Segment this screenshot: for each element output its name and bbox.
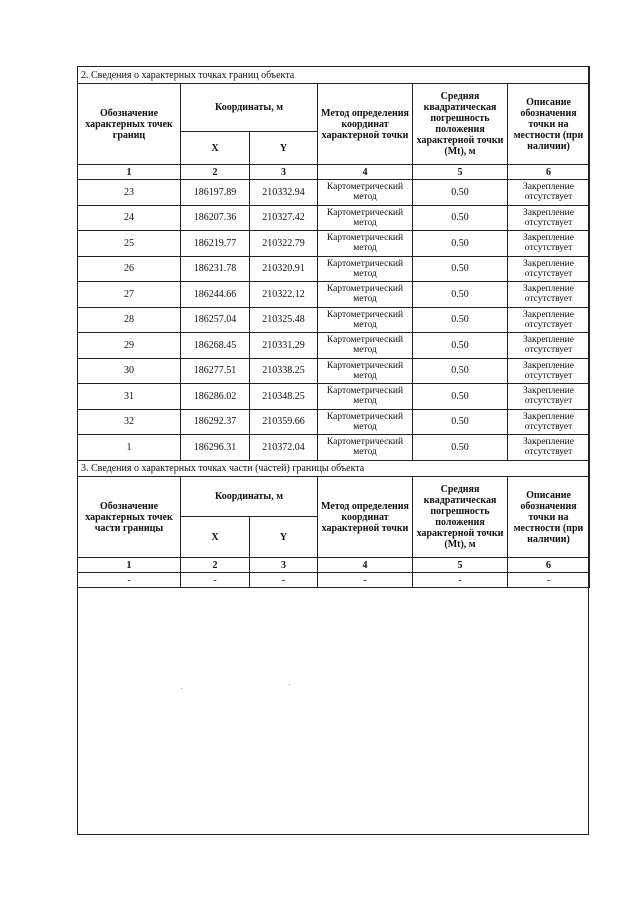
method-cell: Картометрический метод	[318, 282, 413, 308]
table-row	[78, 256, 590, 282]
x-coordinate: 186292.37	[181, 409, 250, 435]
col-number: 2	[181, 558, 250, 573]
section-2-title: 2. Сведения о характерных точках границ объекта	[78, 67, 590, 84]
description-cell: Закрепление отсутствует	[508, 333, 590, 359]
method-cell: Картометрический метод	[318, 231, 413, 257]
y-coordinate: 210322.79	[250, 231, 318, 257]
empty-cell: -	[318, 573, 413, 588]
method-cell: Картометрический метод	[318, 180, 413, 206]
section-3-title: 3. Сведения о характерных точках части (частей) границы объекта	[78, 461, 590, 477]
point-number: 32	[78, 409, 181, 435]
accuracy-cell: 0.50	[413, 307, 508, 333]
header-coords: Координаты, м	[181, 84, 318, 132]
y-coordinate: 210332.94	[250, 180, 318, 206]
table-row	[78, 333, 590, 359]
empty-cell: -	[78, 573, 181, 588]
accuracy-cell: 0.50	[413, 256, 508, 282]
method-cell: Картометрический метод	[318, 435, 413, 461]
point-number: 27	[78, 282, 181, 308]
accuracy-cell: 0.50	[413, 282, 508, 308]
header-designation: Обозначение характерных точек границ	[78, 84, 181, 165]
method-cell: Картометрический метод	[318, 333, 413, 359]
y-coordinate: 210372.04	[250, 435, 318, 461]
header-method: Метод определения координат характерной точки	[318, 477, 413, 558]
accuracy-cell: 0.50	[413, 180, 508, 206]
y-coordinate: 210320.91	[250, 256, 318, 282]
description-cell: Закрепление отсутствует	[508, 435, 590, 461]
point-number: 23	[78, 180, 181, 206]
header-y: Y	[250, 132, 318, 165]
method-cell: Картометрический метод	[318, 205, 413, 231]
col-number: 4	[318, 558, 413, 573]
method-cell: Картометрический метод	[318, 409, 413, 435]
point-number: 24	[78, 205, 181, 231]
description-cell: Закрепление отсутствует	[508, 256, 590, 282]
point-number: 26	[78, 256, 181, 282]
x-coordinate: 186207.36	[181, 205, 250, 231]
col-number: 4	[318, 165, 413, 180]
scan-speck	[181, 688, 182, 689]
col-number: 5	[413, 558, 508, 573]
point-number: 30	[78, 358, 181, 384]
y-coordinate: 210322.12	[250, 282, 318, 308]
empty-cell: -	[508, 573, 590, 588]
empty-cell: -	[181, 573, 250, 588]
header-x: X	[181, 132, 250, 165]
table-row	[78, 282, 590, 308]
accuracy-cell: 0.50	[413, 333, 508, 359]
col-number: 2	[181, 165, 250, 180]
x-coordinate: 186268.45	[181, 333, 250, 359]
header-designation: Обозначение характерных точек части границы	[78, 477, 181, 558]
boundary-points-table	[77, 66, 590, 461]
description-cell: Закрепление отсутствует	[508, 409, 590, 435]
table-row	[78, 231, 590, 257]
col-number: 6	[508, 165, 590, 180]
column-numbers-row	[78, 558, 590, 573]
accuracy-cell: 0.50	[413, 205, 508, 231]
description-cell: Закрепление отсутствует	[508, 180, 590, 206]
header-method: Метод определения координат характерной точки	[318, 84, 413, 165]
col-number: 3	[250, 558, 318, 573]
accuracy-cell: 0.50	[413, 384, 508, 410]
x-coordinate: 186197.89	[181, 180, 250, 206]
table-row	[78, 358, 590, 384]
x-coordinate: 186286.02	[181, 384, 250, 410]
description-cell: Закрепление отсутствует	[508, 282, 590, 308]
header-description: Описание обозначения точки на местности (при наличии)	[508, 477, 590, 558]
y-coordinate: 210348.25	[250, 384, 318, 410]
method-cell: Картометрический метод	[318, 256, 413, 282]
col-number: 6	[508, 558, 590, 573]
table-row	[78, 205, 590, 231]
header-y: Y	[250, 517, 318, 558]
point-number: 28	[78, 307, 181, 333]
x-coordinate: 186257.04	[181, 307, 250, 333]
header-coords: Координаты, м	[181, 477, 318, 517]
x-coordinate: 186244.66	[181, 282, 250, 308]
table-row	[78, 435, 590, 461]
accuracy-cell: 0.50	[413, 231, 508, 257]
description-cell: Закрепление отсутствует	[508, 307, 590, 333]
col-number: 3	[250, 165, 318, 180]
y-coordinate: 210359.66	[250, 409, 318, 435]
point-number: 29	[78, 333, 181, 359]
scan-speck	[289, 684, 290, 685]
table-row	[78, 307, 590, 333]
empty-cell: -	[413, 573, 508, 588]
accuracy-cell: 0.50	[413, 358, 508, 384]
description-cell: Закрепление отсутствует	[508, 358, 590, 384]
method-cell: Картометрический метод	[318, 358, 413, 384]
header-description: Описание обозначения точки на местности (при наличии)	[508, 84, 590, 165]
method-cell: Картометрический метод	[318, 384, 413, 410]
x-coordinate: 186296.31	[181, 435, 250, 461]
y-coordinate: 210331.29	[250, 333, 318, 359]
y-coordinate: 210327.42	[250, 205, 318, 231]
header-accuracy: Средняя квадратическая погрешность положения характерной точки (Mt), м	[413, 84, 508, 165]
point-number: 1	[78, 435, 181, 461]
col-number: 1	[78, 165, 181, 180]
boundary-part-points-table	[77, 460, 590, 588]
description-cell: Закрепление отсутствует	[508, 231, 590, 257]
method-cell: Картометрический метод	[318, 307, 413, 333]
point-number: 25	[78, 231, 181, 257]
accuracy-cell: 0.50	[413, 409, 508, 435]
boundary-points-body	[78, 180, 590, 461]
description-cell: Закрепление отсутствует	[508, 384, 590, 410]
table-row	[78, 384, 590, 410]
header-x: X	[181, 517, 250, 558]
empty-cell: -	[250, 573, 318, 588]
column-numbers-row	[78, 165, 590, 180]
table-row	[78, 180, 590, 206]
x-coordinate: 186231.78	[181, 256, 250, 282]
empty-data-row	[78, 573, 590, 588]
accuracy-cell: 0.50	[413, 435, 508, 461]
col-number: 1	[78, 558, 181, 573]
x-coordinate: 186219.77	[181, 231, 250, 257]
table-row	[78, 409, 590, 435]
y-coordinate: 210338.25	[250, 358, 318, 384]
header-accuracy: Средняя квадратическая погрешность положения характерной точки (Mt), м	[413, 477, 508, 558]
point-number: 31	[78, 384, 181, 410]
col-number: 5	[413, 165, 508, 180]
y-coordinate: 210325.48	[250, 307, 318, 333]
x-coordinate: 186277.51	[181, 358, 250, 384]
description-cell: Закрепление отсутствует	[508, 205, 590, 231]
